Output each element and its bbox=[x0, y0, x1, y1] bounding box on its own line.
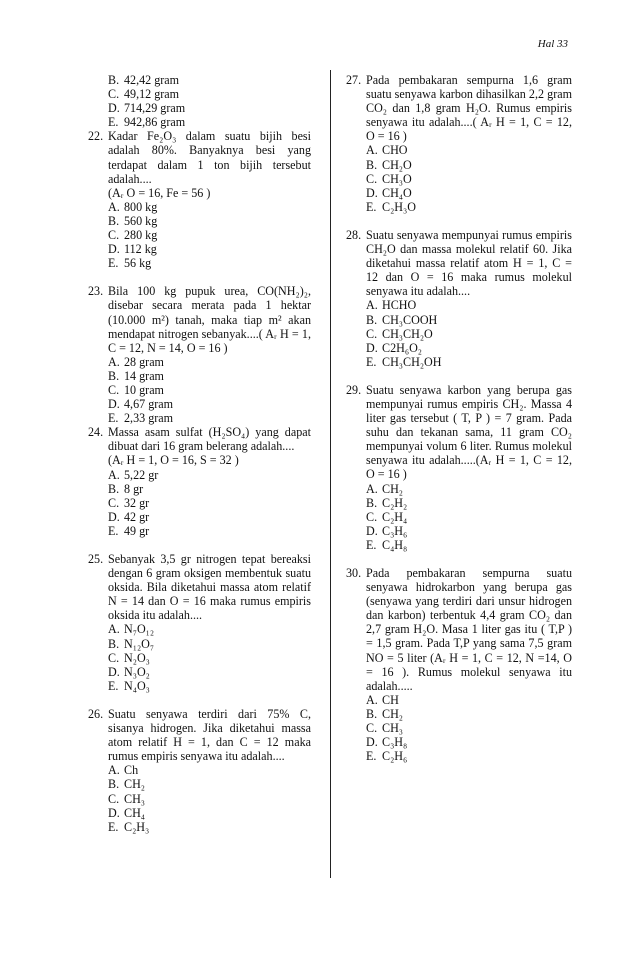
question-body bbox=[108, 129, 311, 270]
option-a bbox=[108, 468, 311, 482]
option-letter: C. bbox=[108, 650, 120, 665]
option-letter: D. bbox=[108, 805, 120, 820]
option-text: N₂O₃ bbox=[124, 650, 150, 665]
option-letter: E. bbox=[108, 678, 119, 693]
option-b bbox=[366, 313, 572, 327]
option-letter: B. bbox=[366, 495, 378, 510]
option-list bbox=[366, 143, 572, 213]
option-text: C₂H₄ bbox=[382, 509, 408, 524]
option-text: N₇O₁₂ bbox=[124, 622, 155, 637]
option-letter: E. bbox=[108, 411, 119, 426]
option-text: N₃O₂ bbox=[124, 664, 150, 679]
option-letter: B. bbox=[366, 157, 378, 172]
option-letter: A. bbox=[366, 692, 378, 707]
option-text: CH bbox=[382, 692, 399, 707]
question-stem: Suatu senyawa karbon yang berupa gas mempunyai rumus empiris CH₂. Massa 4 liter gas tersebut ( T, P ) = 7 gram. Pada suhu dan tekanan sama, 11 gram CO₂ mempunyai volum 6 liter. Rumus molekul senyawa itu adalah.....(Aᵣ H = 1, C = 12, O = 16 ) bbox=[366, 382, 572, 482]
question-stem: Kadar Fe₂O₃ dalam suatu bijih besi adalah 80%. Banyaknya besi yang terdapat dalam 1 ton bijih tersebut adalah.... (Aᵣ O = 16, Fe = 56 ) bbox=[108, 129, 311, 200]
option-list bbox=[366, 693, 572, 763]
option-letter: A. bbox=[108, 199, 120, 214]
option-text: CH₃CH₂O bbox=[382, 326, 433, 341]
option-text: 5,22 gr bbox=[124, 467, 159, 482]
left-column bbox=[88, 73, 311, 848]
option-text: CH₄O bbox=[382, 185, 412, 200]
question-body bbox=[366, 566, 572, 763]
option-text: 42 gr bbox=[124, 509, 150, 524]
option-text: 49 gr bbox=[124, 523, 150, 538]
question-number: 30. bbox=[346, 566, 362, 580]
option-a bbox=[366, 298, 572, 312]
option-c bbox=[108, 651, 311, 665]
option-letter: C. bbox=[108, 228, 120, 243]
option-text: C₂H₆ bbox=[382, 749, 408, 764]
option-e bbox=[366, 538, 572, 552]
option-text: CH₂ bbox=[124, 777, 146, 792]
option-text: N₁₂O₇ bbox=[124, 636, 155, 651]
option-text: 32 gr bbox=[124, 495, 150, 510]
option-b bbox=[366, 707, 572, 721]
option-letter: E. bbox=[108, 819, 119, 834]
question-body bbox=[108, 707, 311, 834]
option-c bbox=[108, 496, 311, 510]
option-text: 56 kg bbox=[124, 256, 152, 271]
option-letter: B. bbox=[108, 777, 120, 792]
option-letter: A. bbox=[108, 467, 120, 482]
option-d bbox=[366, 524, 572, 538]
option-c bbox=[366, 510, 572, 524]
option-text: 560 kg bbox=[124, 213, 158, 228]
option-b bbox=[108, 777, 311, 791]
option-text: 28 gram bbox=[124, 354, 164, 369]
option-text: CHO bbox=[382, 143, 408, 158]
option-d bbox=[366, 735, 572, 749]
option-text: 8 gr bbox=[124, 481, 144, 496]
option-c bbox=[366, 721, 572, 735]
option-b bbox=[108, 482, 311, 496]
option-text: CH₂ bbox=[382, 481, 404, 496]
question-number: 25. bbox=[88, 552, 104, 566]
option-text: CH₃ bbox=[382, 721, 404, 736]
question-29 bbox=[346, 383, 572, 552]
option-text: C₄H₈ bbox=[382, 537, 408, 552]
question-body bbox=[108, 284, 311, 425]
option-text: CH₂ bbox=[382, 706, 404, 721]
option-d bbox=[108, 806, 311, 820]
option-letter: B. bbox=[108, 636, 120, 651]
question-body bbox=[366, 73, 572, 214]
option-b bbox=[88, 73, 311, 87]
option-list bbox=[108, 200, 311, 270]
option-letter: D. bbox=[108, 664, 120, 679]
option-list bbox=[108, 468, 311, 538]
option-d bbox=[108, 242, 311, 256]
option-letter: E. bbox=[108, 523, 119, 538]
option-d bbox=[88, 101, 311, 115]
options-continued bbox=[88, 73, 311, 129]
option-letter: D. bbox=[366, 735, 378, 750]
option-text: 280 kg bbox=[124, 228, 158, 243]
option-letter: B. bbox=[108, 73, 120, 87]
question-body bbox=[366, 383, 572, 552]
option-b bbox=[366, 158, 572, 172]
option-e bbox=[108, 679, 311, 693]
option-e bbox=[108, 820, 311, 834]
option-b bbox=[366, 496, 572, 510]
option-letter: E. bbox=[366, 199, 377, 214]
option-e bbox=[108, 411, 311, 425]
option-list bbox=[366, 482, 572, 552]
option-text: 42,42 gram bbox=[124, 73, 180, 87]
question-stem: Bila 100 kg pupuk urea, CO(NH₂)₂, disebar secara merata pada 1 hektar (10.000 m²) tanah, maka tiap m² akan mendapat nitrogen sebanyak....( Aᵣ H = 1, C = 12, N = 14, O = 16 ) bbox=[108, 284, 311, 355]
question-stem: Sebanyak 3,5 gr nitrogen tepat bereaksi dengan 6 gram oksigen membentuk suatu oksida. Bila diketahui massa atom relatif N = 14 dan O = 16 maka rumus empiris oksida itu adalah.... bbox=[108, 552, 311, 623]
option-d bbox=[366, 186, 572, 200]
question-number: 26. bbox=[88, 706, 104, 721]
option-text: CH₃COOH bbox=[382, 312, 438, 327]
option-letter: C. bbox=[108, 791, 120, 806]
option-e bbox=[366, 355, 572, 369]
column-divider bbox=[330, 70, 331, 878]
option-text: HCHO bbox=[382, 298, 417, 313]
option-text: C₃H₆ bbox=[382, 523, 408, 538]
option-letter: A. bbox=[108, 354, 120, 369]
option-text: 2,33 gram bbox=[124, 411, 174, 426]
option-letter: D. bbox=[108, 397, 120, 412]
option-a bbox=[366, 482, 572, 496]
option-letter: C. bbox=[366, 326, 378, 341]
question-26 bbox=[88, 707, 311, 834]
option-text: C₂H₃O bbox=[382, 199, 416, 214]
option-letter: D. bbox=[108, 101, 120, 116]
option-d bbox=[108, 510, 311, 524]
option-text: 4,67 gram bbox=[124, 397, 174, 412]
question-24 bbox=[88, 425, 311, 538]
option-text: 10 gram bbox=[124, 382, 164, 397]
option-list bbox=[108, 763, 311, 833]
option-letter: B. bbox=[108, 213, 120, 228]
option-a bbox=[108, 200, 311, 214]
option-text: C₃H₈ bbox=[382, 735, 408, 750]
option-text: 14 gram bbox=[124, 368, 164, 383]
option-text: N₄O₃ bbox=[124, 678, 150, 693]
option-letter: C. bbox=[108, 495, 120, 510]
option-c bbox=[366, 172, 572, 186]
question-28 bbox=[346, 228, 572, 369]
option-a bbox=[366, 143, 572, 157]
option-text: 800 kg bbox=[124, 199, 158, 214]
option-letter: C. bbox=[366, 171, 378, 186]
option-letter: A. bbox=[108, 622, 120, 637]
option-letter: A. bbox=[108, 763, 120, 778]
question-body bbox=[108, 425, 311, 538]
option-letter: C. bbox=[108, 382, 120, 397]
question-22 bbox=[88, 129, 311, 270]
option-letter: D. bbox=[108, 242, 120, 257]
option-letter: D. bbox=[108, 509, 120, 524]
question-stem: Suatu senyawa mempunyai rumus empiris CH₂O dan massa molekul relatif 60. Jika diketahui massa relatif atom H = 1, C = 12 dan O = 16 maka rumus molekul senyawa itu adalah.... bbox=[366, 227, 572, 299]
option-text: Ch bbox=[124, 763, 139, 778]
question-25 bbox=[88, 552, 311, 693]
option-text: CH₂O bbox=[382, 157, 412, 172]
option-letter: A. bbox=[366, 143, 378, 158]
option-letter: B. bbox=[366, 312, 378, 327]
option-text: C₂H₂ bbox=[382, 495, 408, 510]
option-text: 714,29 gram bbox=[124, 101, 186, 116]
option-b bbox=[108, 214, 311, 228]
option-letter: C. bbox=[108, 87, 120, 102]
question-30 bbox=[346, 566, 572, 763]
option-d bbox=[108, 397, 311, 411]
option-text: CH₃ bbox=[124, 791, 146, 806]
option-letter: B. bbox=[108, 368, 120, 383]
option-a bbox=[108, 622, 311, 636]
option-e bbox=[108, 524, 311, 538]
option-text: 49,12 gram bbox=[124, 87, 180, 102]
option-a bbox=[366, 693, 572, 707]
option-b bbox=[108, 369, 311, 383]
question-stem: Massa asam sulfat (H₂SO₄) yang dapat dibuat dari 16 gram belerang adalah.... (Aᵣ H = 1, O = 16, S = 32 ) bbox=[108, 425, 311, 468]
option-a bbox=[108, 763, 311, 777]
option-c bbox=[88, 87, 311, 101]
option-c bbox=[108, 228, 311, 242]
option-e bbox=[88, 115, 311, 129]
option-letter: E. bbox=[108, 256, 119, 271]
question-stem: Pada pembakaran sempurna 1,6 gram suatu senyawa karbon dihasilkan 2,2 gram CO₂ dan 1,8 gram H₂O. Rumus empiris senyawa itu adalah....( Aᵣ H = 1, C = 12, O = 16 ) bbox=[366, 73, 572, 144]
option-text: C2H₆O₂ bbox=[382, 340, 423, 355]
option-letter: A. bbox=[366, 298, 378, 313]
option-e bbox=[366, 749, 572, 763]
option-text: CH₃CH₂OH bbox=[382, 354, 442, 369]
question-27 bbox=[346, 73, 572, 214]
option-e bbox=[108, 256, 311, 270]
option-d bbox=[108, 665, 311, 679]
option-letter: E. bbox=[366, 354, 377, 369]
question-23 bbox=[88, 284, 311, 425]
question-number: 22. bbox=[88, 129, 104, 144]
option-letter: C. bbox=[366, 509, 378, 524]
option-d bbox=[366, 341, 572, 355]
option-c bbox=[366, 327, 572, 341]
option-c bbox=[108, 792, 311, 806]
option-b bbox=[108, 637, 311, 651]
option-list bbox=[366, 298, 572, 368]
option-list bbox=[108, 355, 311, 425]
option-text: 112 kg bbox=[124, 242, 157, 257]
option-letter: D. bbox=[366, 523, 378, 538]
question-number: 23. bbox=[88, 284, 104, 299]
question-stem: Suatu senyawa terdiri dari 75% C, sisanya hidrogen. Jika diketahui massa atom relatif H = 1, dan C = 12 maka rumus empiris senyawa itu adalah.... bbox=[108, 706, 311, 764]
question-body bbox=[366, 228, 572, 369]
option-text: 942,86 gram bbox=[124, 115, 186, 130]
option-list bbox=[108, 622, 311, 692]
option-letter: E. bbox=[366, 749, 377, 764]
right-column bbox=[346, 73, 572, 777]
question-stem: Pada pembakaran sempurna suatu senyawa hidrokarbon yang berupa gas (senyawa yang terdiri dari unsur hidrogen dan karbon) terbentuk 4,4 gram CO₂ dan 2,7 gram H₂O. Masa 1 liter gas itu ( T,P ) = 1,5 gram. Pada T,P yang sama 7,5 gram NO = 5 liter (Aᵣ H = 1, C = 12, N =14, O = 16 ). Rumus molekul senyawa itu adalah..... bbox=[366, 566, 572, 693]
option-letter: D. bbox=[366, 185, 378, 200]
question-number: 29. bbox=[346, 382, 362, 397]
option-a bbox=[108, 355, 311, 369]
option-letter: B. bbox=[366, 706, 378, 721]
option-letter: C. bbox=[366, 721, 378, 736]
option-letter: B. bbox=[108, 481, 120, 496]
question-number: 28. bbox=[346, 227, 362, 242]
question-body bbox=[108, 552, 311, 693]
option-text: CH₄ bbox=[124, 805, 146, 820]
question-number: 27. bbox=[346, 73, 362, 87]
option-e bbox=[366, 200, 572, 214]
page-header: Hal 33 bbox=[537, 38, 568, 50]
option-text: C₂H₃ bbox=[124, 819, 150, 834]
option-c bbox=[108, 383, 311, 397]
option-text: CH₃O bbox=[382, 171, 412, 186]
option-letter: A. bbox=[366, 481, 378, 496]
option-letter: E. bbox=[108, 115, 119, 130]
option-letter: D. bbox=[366, 340, 378, 355]
question-number: 24. bbox=[88, 425, 104, 440]
option-letter: E. bbox=[366, 537, 377, 552]
